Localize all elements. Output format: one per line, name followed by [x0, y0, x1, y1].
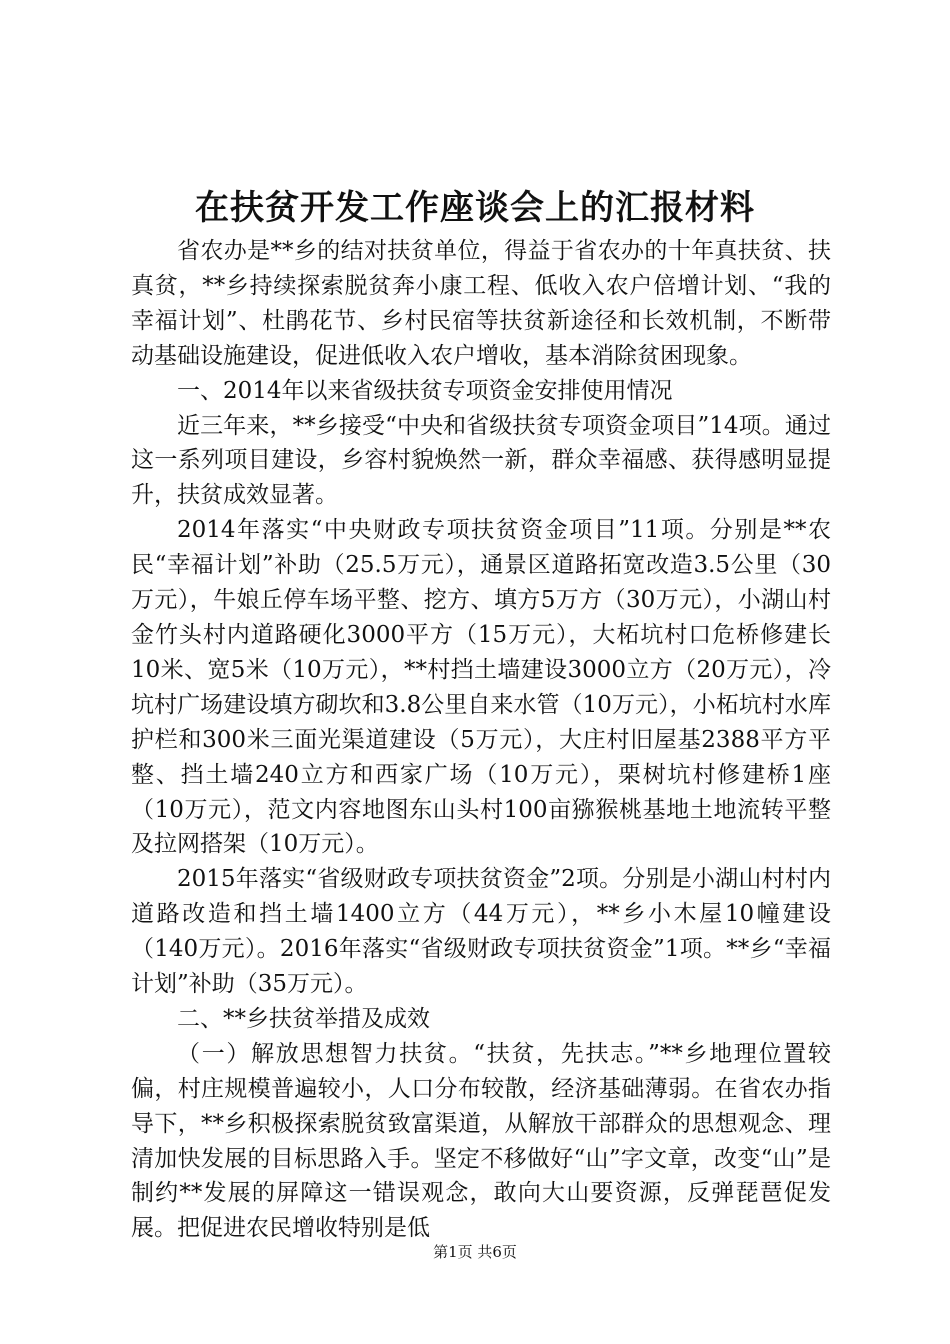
document-body: [131, 234, 831, 1246]
section-heading-2: 二、**乡扶贫举措及成效: [177, 1005, 430, 1032]
paragraph-intro: 省农办是**乡的结对扶贫单位，得益于省农办的十年真扶贫、扶真贫，**乡持续探索脱贫奔小康工程、低收入农户倍增计划、“我的幸福计划”、杜鹃花节、乡村民宿等扶贫新途径和长效机制，不断带动基础设施建设，促进低收入农户增收，基本消除贫困现象。: [131, 238, 831, 369]
paragraph-overview: 近三年来，**乡接受“中央和省级扶贫专项资金项目”14项。通过这一系列项目建设，乡容村貌焕然一新，群众幸福感、获得感明显提升，扶贫成效显著。: [131, 412, 831, 509]
paragraph-2015-2016: 2015年落实“省级财政专项扶贫资金”2项。分别是小湖山村村内道路改造和挡土墙1400立方（44万元），**乡小木屋10幢建设（140万元）。2016年落实“省级财政专项扶贫资金”1项。**乡“幸福计划”补助（35万元）。: [131, 866, 831, 998]
paragraph-measure-1: （一）解放思想智力扶贫。“扶贫，先扶志。”**乡地理位置较偏，村庄规模普遍较小，人口分布较散，经济基础薄弱。在省农办指导下，**乡积极探索脱贫致富渠道，从解放干部群众的思想观念、理清加快发展的目标思路入手。坚定不移做好“山”字文章，改变“山”是制约**发展的屏障这一错误观念，敢向大山要资源，反弹琵琶促发展。把促进农民增收特别是低: [131, 1040, 831, 1242]
page-footer: 第1页 共6页: [433, 1243, 517, 1261]
section-heading-1: 一、2014年以来省级扶贫专项资金安排使用情况: [177, 377, 673, 404]
paragraph-2014: 2014年落实“中央财政专项扶贫资金项目”11项。分别是**农民“幸福计划”补助（25.5万元），通景区道路拓宽改造3.5公里（30万元），牛娘丘停车场平整、挖方、填方5万方（30万元），小湖山村金竹头村内道路硬化3000平方（15万元），大柘坑村口危桥修建长10米、宽5米（10万元），**村挡土墙建设3000立方（20万元），冷坑村广场建设填方砌坎和3.8公里自来水管（10万元），小柘坑村水库护栏和300米三面光渠道建设（5万元），大庄村旧屋基2388平方平整、挡土墙240立方和西家广场（10万元），栗树坑村修建桥1座（10万元），范文内容地图东山头村100亩猕猴桃基地土地流转平整及拉网搭架（10万元）。: [131, 517, 831, 858]
document-title: 在扶贫开发工作座谈会上的汇报材料: [195, 188, 755, 228]
